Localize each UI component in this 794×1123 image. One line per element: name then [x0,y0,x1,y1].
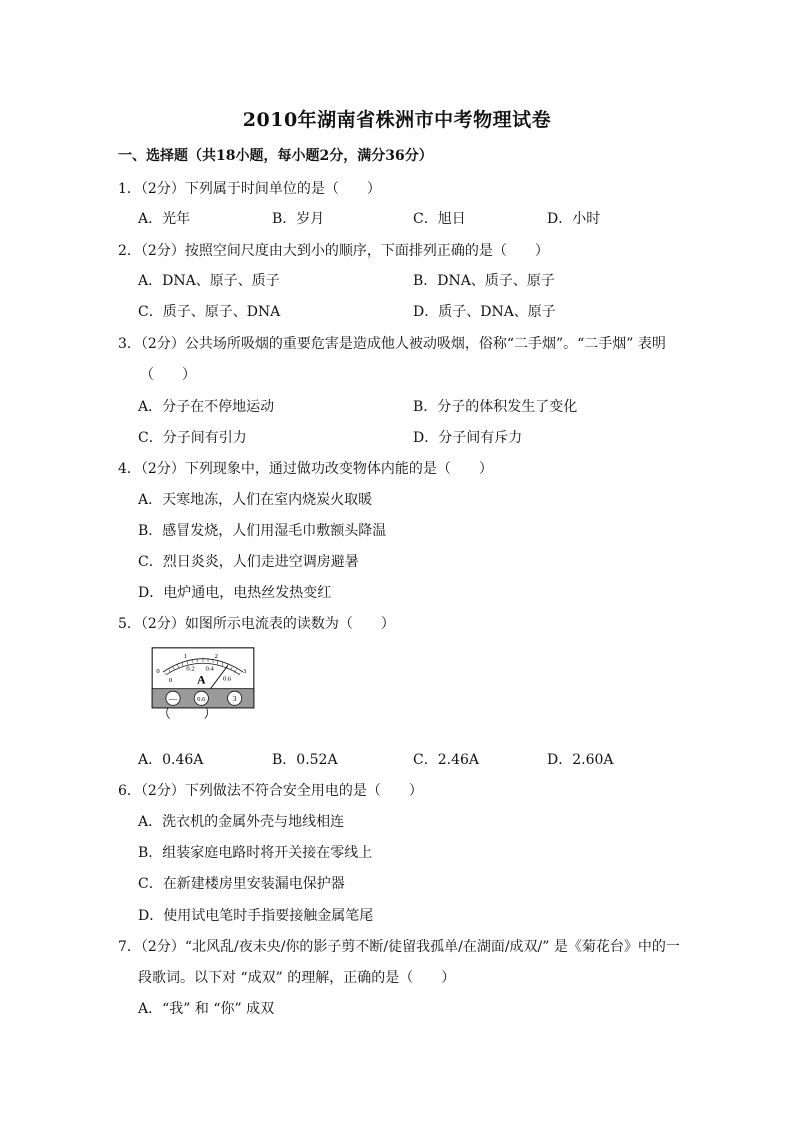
question-3: 3．（2分）公共场所吸烟的重要危害是造成他人被动吸烟，俗称“二手烟”。“二手烟” 表明 [118,336,666,352]
q6-option-c: C．在新建楼房里安装漏电保护器 [138,876,345,892]
section-heading: 一、选择题（共18小题，每小题2分，满分36分） [118,148,433,164]
q1-option-c: C．旭日 [413,211,466,227]
q2-option-c: C．质子、原子、DNA [138,304,281,320]
question-6: 6．（2分）下列做法不符合安全用电的是（ ） [118,783,423,799]
terminal-0-6-label: 0.6 [197,695,206,703]
scale-bottom-1: 0.2 [186,665,195,673]
question-1: 1．（2分）下列属于时间单位的是（ ） [118,181,381,197]
q6-option-d: D．使用试电笔时手指要接触金属笔尾 [138,908,374,924]
q5-option-a: A．0.46A [138,752,204,768]
q3-option-c: C．分子间有引力 [138,430,247,446]
ammeter-figure [141,647,265,722]
scale-bottom-3: 0.6 [223,675,232,683]
page-title: 2010年湖南省株洲市中考物理试卷 [242,109,552,131]
q1-option-a: A．光年 [138,211,191,227]
q4-option-c: C．烈日炎炎，人们走进空调房避暑 [138,554,359,570]
question-3-cont: （ ） [140,367,196,383]
question-5: 5．（2分）如图所示电流表的读数为（ ） [118,616,395,632]
question-7-cont: 段歌词。以下对 “成双” 的理解，正确的是（ ） [138,970,456,986]
q1-option-b: B．岁月 [272,211,325,227]
q2-option-b: B．DNA、质子、原子 [413,273,555,289]
unit-symbol: A [197,673,206,687]
q1-option-d: D．小时 [547,211,601,227]
question-4: 4．（2分）下列现象中，通过做功改变物体内能的是（ ） [118,461,493,477]
question-7: 7．（2分）“北风乱/夜未央/你的影子剪不断/徒留我孤单/在湖面/成双/” 是《菊花台》中的一 [118,939,680,955]
scale-top-2: 2 [214,652,218,660]
scale-top-1: 1 [183,652,188,660]
terminal-3-label: 3 [232,693,237,703]
scale-top-3: 3 [243,667,247,675]
q6-option-b: B．组装家庭电路时将开关接在零线上 [138,845,373,861]
terminal-negative-label: — [168,694,178,704]
scale-bottom-0: 0 [168,677,173,684]
question-2: 2．（2分）按照空间尺度由大到小的顺序，下面排列正确的是（ ） [118,243,549,259]
q4-option-a: A．天寒地冻，人们在室内烧炭火取暖 [138,492,373,508]
scale-top-0: 0 [156,667,160,675]
q3-option-a: A．分子在不停地运动 [138,399,275,415]
q5-option-d: D．2.60A [547,752,614,768]
q7-option-a: A．“我” 和 “你” 成双 [138,1001,275,1017]
q4-option-d: D．电炉通电，电热丝发热变红 [138,585,332,601]
scale-bottom-2: 0.4 [205,665,214,673]
q3-option-b: B．分子的体积发生了变化 [413,399,578,415]
wire-right [205,708,208,719]
q6-option-a: A．洗衣机的金属外壳与地线相连 [138,814,345,830]
q2-option-d: D．质子、DNA、原子 [413,304,556,320]
q2-option-a: A．DNA、原子、质子 [138,273,280,289]
q3-option-d: D．分子间有斥力 [413,430,523,446]
q5-option-b: B．0.52A [272,752,338,768]
q5-option-c: C．2.46A [413,752,479,768]
wire-left [167,708,170,719]
q4-option-b: B．感冒发烧，人们用湿毛巾敷额头降温 [138,523,387,539]
